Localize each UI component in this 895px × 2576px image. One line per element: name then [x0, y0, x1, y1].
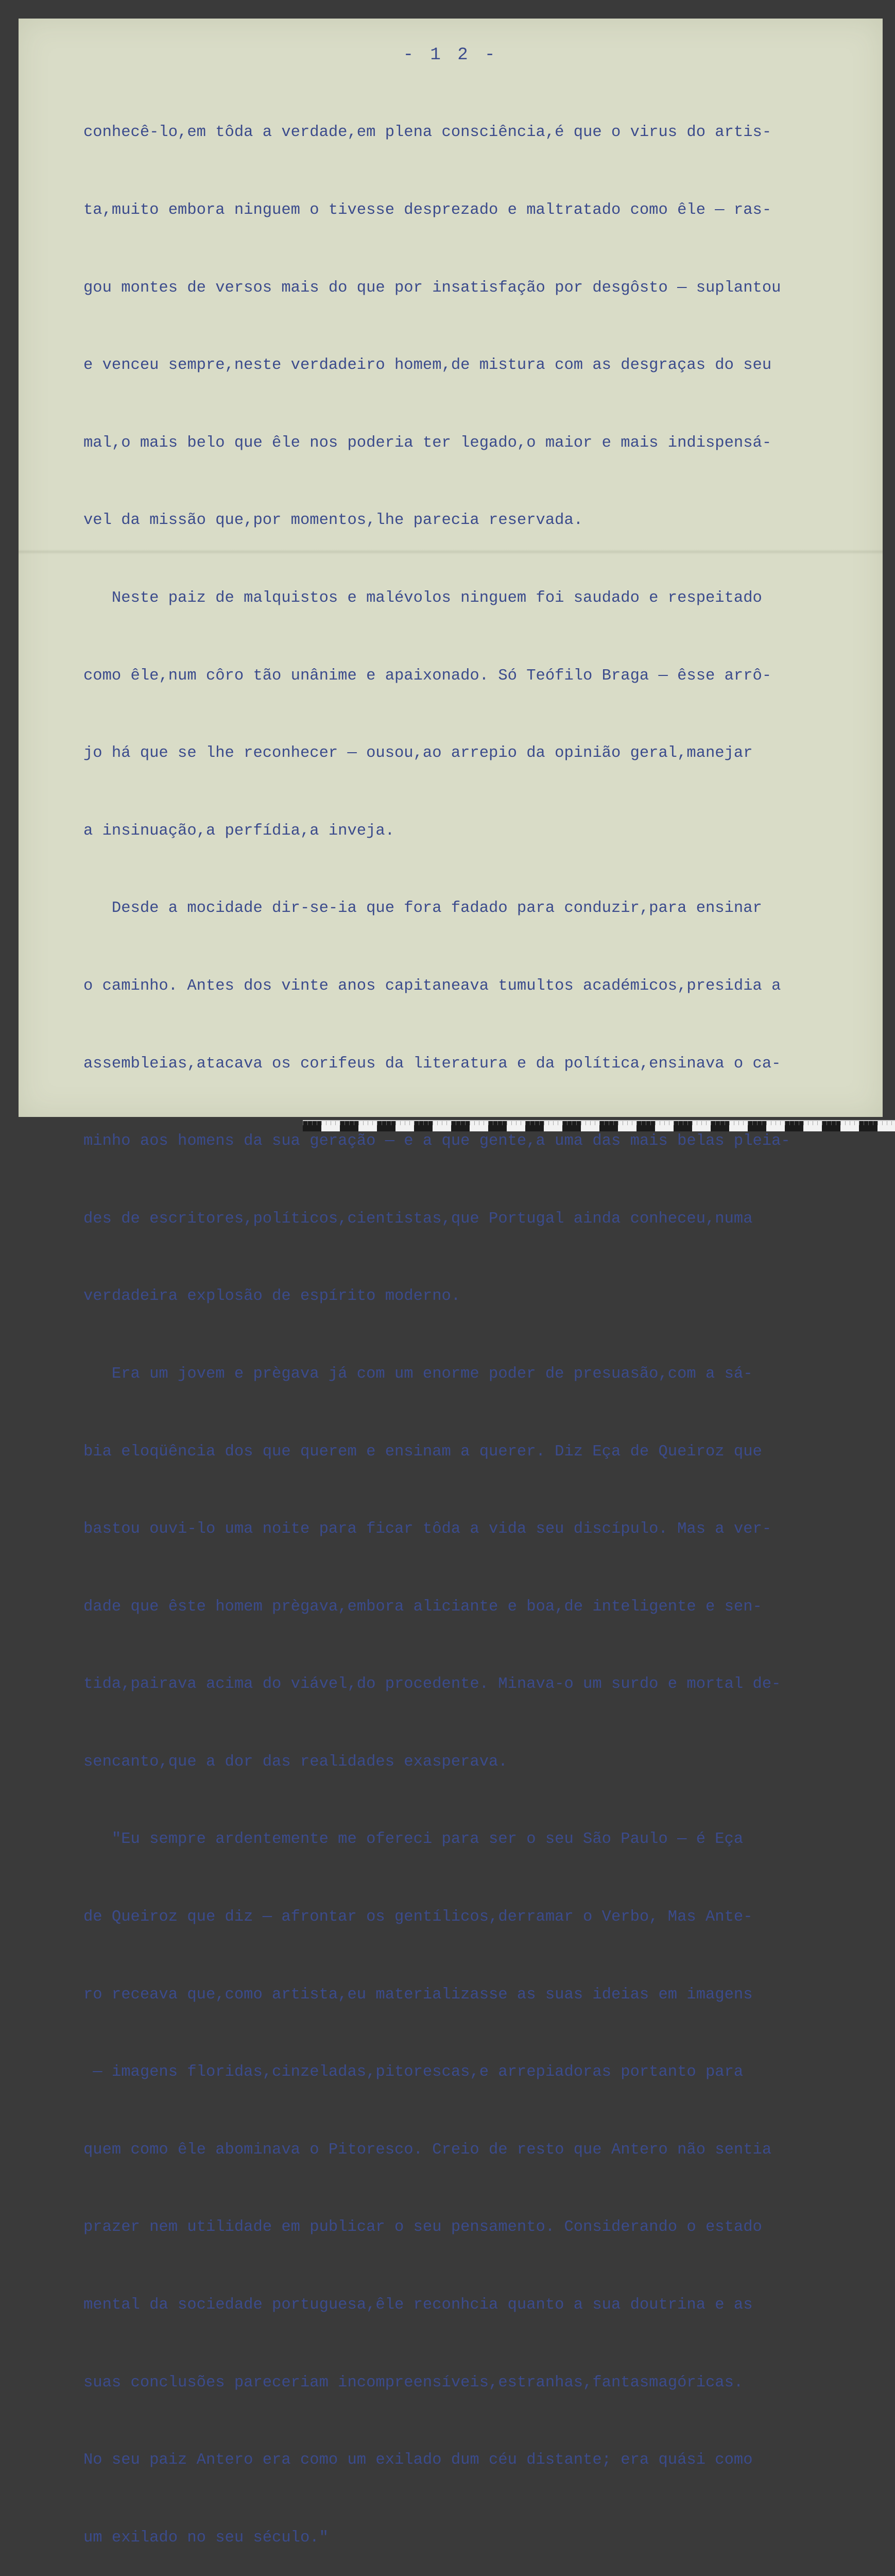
text-line: a insinuação,a perfídia,a inveja. [83, 822, 394, 840]
text-line: mental da sociedade portuguesa,êle reconhcia quanto a sua doutrina e as [83, 2296, 753, 2314]
text-line: des de escritores,políticos,cientistas,que Portugal ainda conheceu,numa [83, 1210, 753, 1228]
text-line: vel da missão que,por momentos,lhe parecia reservada. [83, 512, 583, 530]
text-line: tida,pairava acima do viável,do procedente. Minava-o um surdo e mortal de- [83, 1675, 781, 1693]
text-line: prazer nem utilidade em publicar o seu pensamento. Considerando o estado [83, 2218, 762, 2236]
text-line: ta,muito embora ninguem o tivesse desprezado e maltratado como êle — ras- [83, 201, 772, 219]
text-line: como êle,num côro tão unânime e apaixonado. Só Teófilo Braga — êsse arrô- [83, 667, 772, 685]
text-line: bastou ouvi-lo uma noite para ficar tôda a vida seu discípulo. Mas a ver- [83, 1520, 772, 1538]
typed-page [19, 19, 883, 2547]
text-line: — imagens floridas,cinzeladas,pitorescas,e arrepiadoras portanto para [83, 2063, 744, 2081]
text-line: suas conclusões pareceriam incompreensíveis,estranhas,fantasmagóricas. [83, 2374, 744, 2392]
text-line: Neste paiz de malquistos e malévolos ninguem foi saudado e respeitado [83, 589, 762, 607]
text-line: jo há que se lhe reconhecer — ousou,ao arrepio da opinião geral,manejar [83, 744, 753, 762]
text-line: sencanto,que a dor das realidades exasperava. [83, 1753, 508, 1771]
text-line: e venceu sempre,neste verdadeiro homem,de mistura com as desgraças do seu [83, 357, 772, 375]
text-line: ro receava que,como artista,eu materializasse as suas ideias em imagens [83, 1986, 753, 2004]
text-line: Era um jovem e prègava já com um enorme poder de presuasão,com a sá- [83, 1365, 753, 1383]
text-line: o caminho. Antes dos vinte anos capitaneava tumultos académicos,presidia a [83, 977, 781, 995]
text-line: gou montes de versos mais do que por insatisfação por desgôsto — suplantou [83, 279, 781, 297]
text-line: de Queiroz que diz — afrontar os gentílicos,derramar o Verbo, Mas Ante- [83, 1908, 753, 1926]
scale-ticks [303, 1121, 895, 1125]
body-text [83, 68, 871, 2576]
text-line: dade que êste homem prègava,embora aliciante e boa,de inteligente e sen- [83, 1598, 762, 1616]
text-line: conhecê-lo,em tôda a verdade,em plena consciência,é que o virus do artis- [83, 124, 772, 142]
text-line: "Eu sempre ardentemente me ofereci para ser o seu São Paulo — é Eça [83, 1831, 744, 1849]
text-line: verdadeira explosão de espírito moderno. [83, 1287, 461, 1306]
text-line: assembleias,atacava os corifeus da literatura e da política,ensinava o ca- [83, 1055, 781, 1073]
color-scale-bar [303, 1120, 895, 1131]
text-line: minho aos homens da sua geração — e a que gente,a uma das mais belas pleia- [83, 1132, 790, 1150]
text-line: Desde a mocidade dir-se-ia que fora fadado para conduzir,para ensinar [83, 900, 762, 918]
text-line: No seu paiz Antero era como um exilado dum céu distante; era quási como [83, 2451, 753, 2469]
text-line: um exilado no seu século." [83, 2529, 329, 2547]
text-line: mal,o mais belo que êle nos poderia ter legado,o maior e mais indispensá- [83, 434, 772, 452]
text-line: quem como êle abominava o Pitoresco. Creio de resto que Antero não sentia [83, 2141, 772, 2159]
page-number: - 1 2 - [403, 45, 498, 65]
text-line: bia eloqüência dos que querem e ensinam a querer. Diz Eça de Queiroz que [83, 1443, 762, 1461]
